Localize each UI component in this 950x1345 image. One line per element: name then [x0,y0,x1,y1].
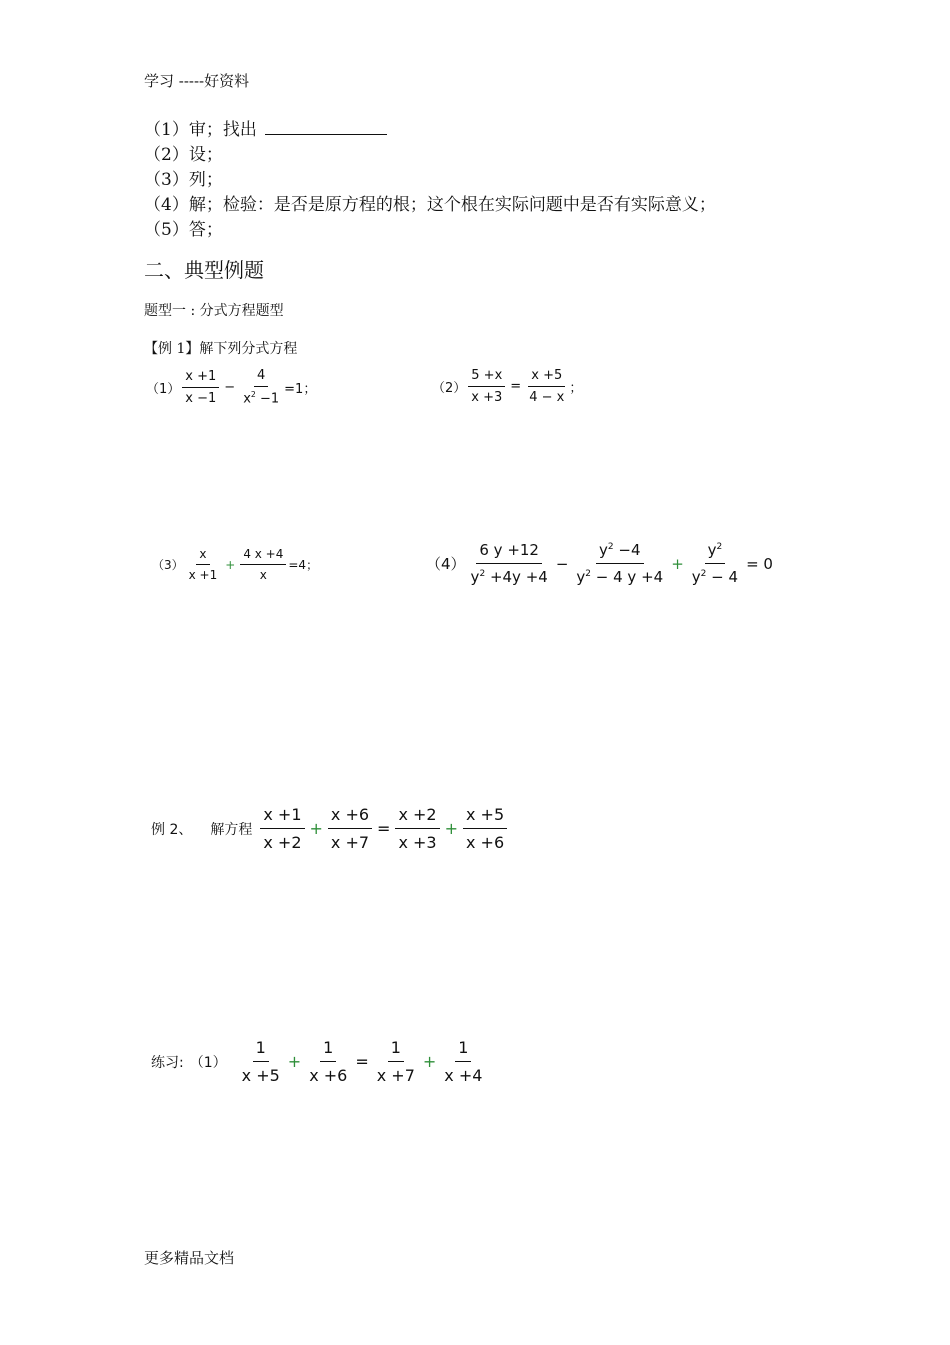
problem-3-equation [152,547,318,582]
fraction [304,1038,352,1085]
numerator: x +6 [328,805,372,829]
equation-tail: ； [569,381,583,396]
type-title: 题型一 : 分式方程题型 [144,303,284,319]
fraction [466,368,507,405]
base: y [599,541,608,559]
section-title: 二、典型例题 [144,258,264,282]
equation-tail: =4； [288,558,319,572]
problem-3-label: （3） [152,558,184,572]
denominator: x +7 [376,1066,415,1085]
denominator: x +6 [309,1066,348,1085]
operator: − [555,554,569,573]
fraction [524,368,569,405]
operator: + [422,1052,437,1071]
fraction [461,805,509,852]
denominator: x +6 [466,833,505,852]
exponent: 2 [250,390,256,399]
term-tail: +4y +4 [485,568,548,586]
problem-1-equation [146,368,316,406]
fraction [258,805,306,852]
base: y [470,568,480,586]
answer-blank [265,120,387,135]
numerator: x +5 [528,368,565,387]
denominator [689,564,741,586]
problem-2-label: （2） [432,381,467,396]
fraction [180,369,221,406]
exponent: 2 [716,542,723,552]
denominator: x [259,568,267,582]
page-header: 学习 -----好资料 [144,72,250,90]
exponent: 2 [607,542,614,552]
numerator [705,541,726,564]
example-1-title: 【例 1】解下列分式方程 [144,341,298,357]
numerator: 5 +x [468,368,505,387]
operator: = [355,1052,369,1071]
fraction [326,805,374,852]
problem-1-label: （1） [146,381,181,397]
numerator: 4 x +4 [240,547,286,565]
numerator: 6 y +12 [476,541,542,564]
practice-number: （1） [189,1054,227,1071]
step-2: （2）设； [144,145,223,165]
practice-label: 练习: [151,1054,184,1071]
numerator: x +5 [463,805,507,829]
fraction [466,541,553,586]
base: y [691,568,701,586]
operator: = [377,819,391,838]
denominator: x −1 [185,390,217,406]
operator: + [444,819,458,838]
denominator: x +3 [398,833,437,852]
denominator: x +4 [444,1066,483,1085]
numerator: x [196,547,209,565]
numerator: x +1 [182,369,219,388]
step-3: （3）列； [144,170,223,190]
step-4: （4）解；检验：是否是原方程的根；这个根在实际问题中是否有实际意义； [144,195,716,215]
step-1 [144,118,716,143]
fraction [237,1038,285,1085]
numerator: x +1 [260,805,304,829]
numerator: 1 [253,1038,269,1062]
base: y [707,541,717,559]
equation-tail: = 0 [746,554,773,573]
denominator: x +2 [263,833,302,852]
denominator: x +3 [471,390,503,405]
operator: + [671,554,684,573]
term-tail: − 4 y +4 [591,568,664,586]
equation-tail: =1； [284,381,317,397]
operator: + [309,819,323,838]
numerator: x +2 [395,805,439,829]
numerator: 1 [388,1038,404,1062]
operator: + [287,1052,302,1071]
base: x [243,391,251,407]
denominator [468,564,551,586]
problem-4-equation [426,541,776,586]
fraction [571,541,668,586]
numerator [596,541,644,564]
fraction [393,805,441,852]
fraction [184,547,223,582]
practice-equation [151,1038,487,1085]
term-tail: − 4 [706,568,739,586]
exponent: 2 [479,569,486,579]
fraction [687,541,743,586]
denominator: x +5 [241,1066,280,1085]
operator: = [510,379,522,394]
operator: − [224,379,236,395]
problem-2-equation [432,368,582,405]
problem-4-label: （4） [426,555,466,573]
numerator: 1 [320,1038,336,1062]
denominator [573,564,666,586]
step-5: （5）答； [144,220,223,240]
fraction [372,1038,420,1085]
steps-list [144,118,716,243]
denominator [240,387,282,406]
step-1-text: （1）审；找出 [144,120,257,140]
fraction [238,368,284,406]
page-footer: 更多精品文档 [144,1249,235,1267]
denominator: 4 − x [529,390,565,405]
operator: + [225,557,236,572]
numerator: 1 [455,1038,471,1062]
example-2-equation [151,805,509,852]
term-tail: −4 [613,541,641,559]
example-2-label: 例 2、 [151,821,193,838]
exponent: 2 [585,569,592,579]
fraction [238,547,288,582]
fraction [439,1038,487,1085]
example-2-text: 解方程 [210,821,253,838]
base: y [576,568,586,586]
denominator: x +7 [330,833,370,852]
numerator: 4 [254,368,268,387]
term-tail: −1 [255,391,280,407]
denominator: x +1 [188,568,218,582]
exponent: 2 [700,569,707,579]
